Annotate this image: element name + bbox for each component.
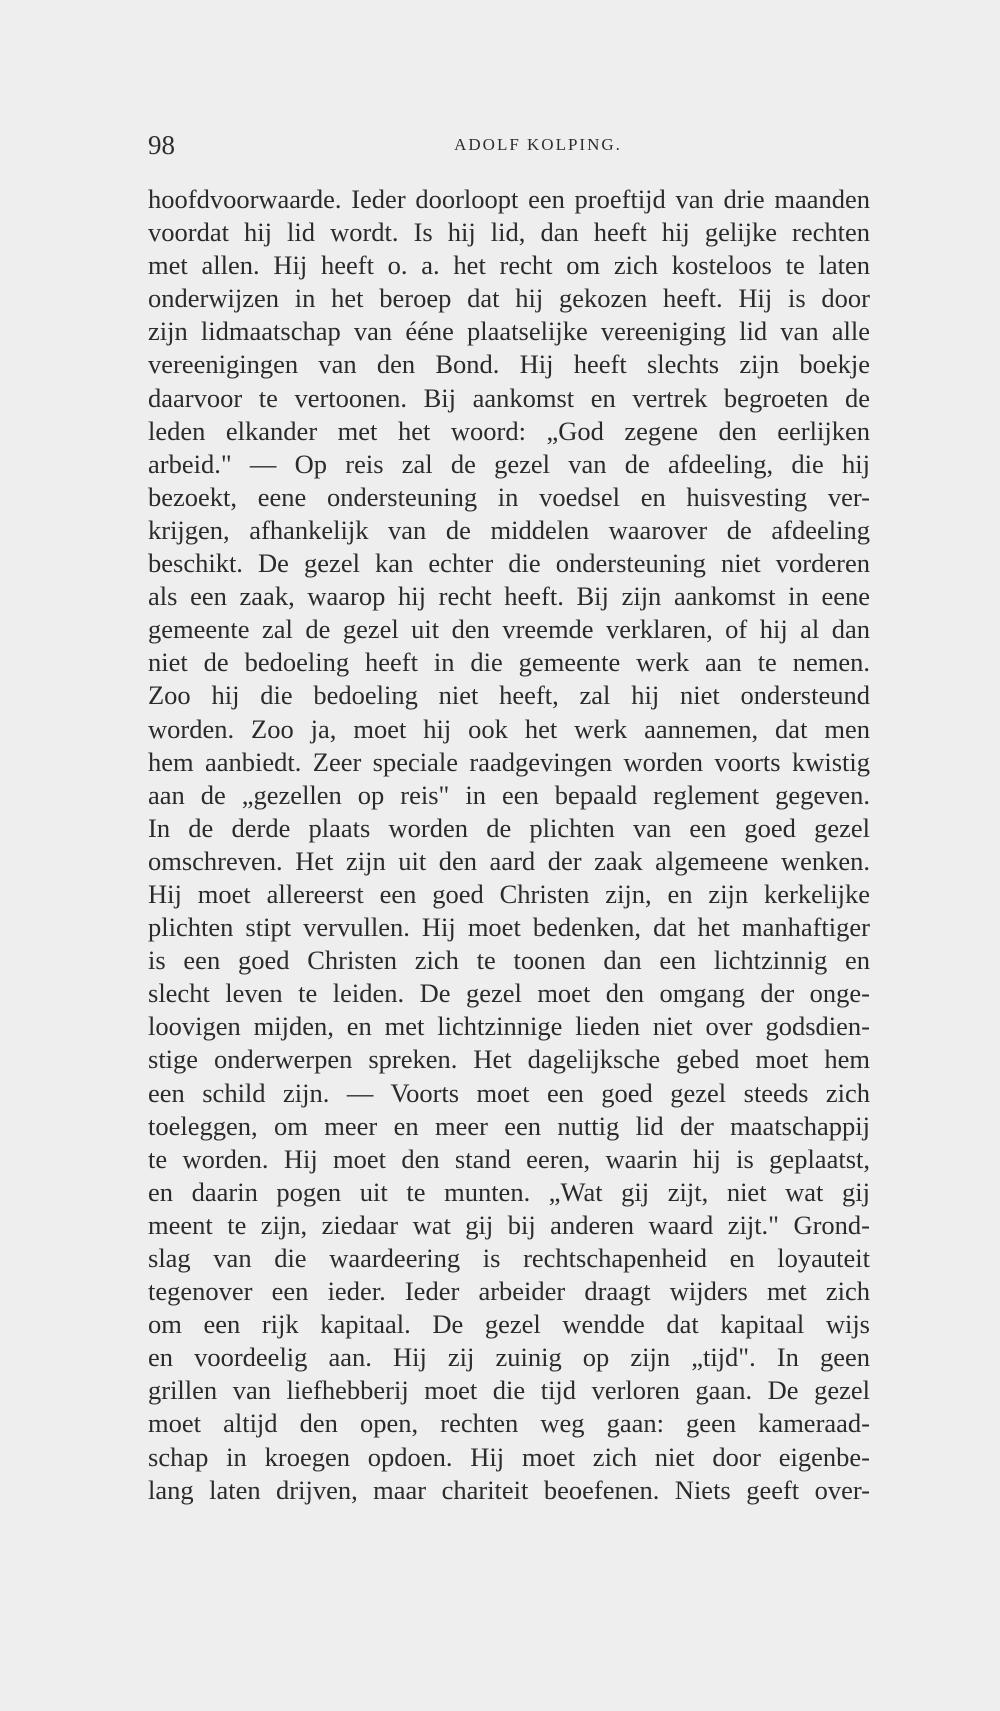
text-line: is een goed Christen zich te toonen dan een lichtzinnig en <box>148 945 870 976</box>
text-line: slecht leven te leiden. De gezel moet den omgang der onge- <box>148 978 870 1009</box>
text-line: niet de bedoeling heeft in die gemeente werk aan te nemen. <box>148 647 870 678</box>
text-line: arbeid." — Op reis zal de gezel van de afdeeling, die hij <box>148 448 870 479</box>
running-head <box>148 128 870 162</box>
text-line: loovigen mijden, en met lichtzinnige lieden niet over godsdien- <box>148 1011 870 1042</box>
text-line: aan de „gezellen op reis" in een bepaald reglement gegeven. <box>148 779 870 810</box>
text-line: leden elkander met het woord: „God zegene den eerlijken <box>148 415 870 446</box>
text-line: toeleggen, om meer en meer een nuttig lid der maatschappij <box>148 1110 870 1141</box>
text-line: vereenigingen van den Bond. Hij heeft slechts zijn boekje <box>148 349 870 380</box>
text-line: als een zaak, waarop hij recht heeft. Bij zijn aankomst in eene <box>148 581 870 612</box>
text-line: te worden. Hij moet den stand eeren, waarin hij is geplaatst, <box>148 1143 870 1174</box>
text-line: krijgen, afhankelijk van de middelen waarover de afdeeling <box>148 514 870 545</box>
text-line: daarvoor te vertoonen. Bij aankomst en vertrek begroeten de <box>148 382 870 413</box>
text-line: een schild zijn. — Voorts moet een goed gezel steeds zich <box>148 1077 870 1108</box>
text-line: en daarin pogen uit te munten. „Wat gij zijt, niet wat gij <box>148 1176 870 1207</box>
text-line: gemeente zal de gezel uit den vreemde verklaren, of hij al dan <box>148 614 870 645</box>
text-line: plichten stipt vervullen. Hij moet bedenken, dat het manhaftiger <box>148 912 870 943</box>
text-line: lang laten drijven, maar chariteit beoefenen. Niets geeft over- <box>148 1474 870 1505</box>
page-number: 98 <box>148 130 175 160</box>
text-line: voordat hij lid wordt. Is hij lid, dan heeft hij gelijke rechten <box>148 217 870 248</box>
text-line: zijn lidmaatschap van ééne plaatselijke vereeniging lid van alle <box>148 316 870 347</box>
text-line: bezoekt, eene ondersteuning in voedsel en huisvesting ver- <box>148 481 870 512</box>
text-line: stige onderwerpen spreken. Het dagelijksche gebed moet hem <box>148 1044 870 1075</box>
text-line: meent te zijn, ziedaar wat gij bij anderen waard zijt." Grond- <box>148 1209 870 1240</box>
text-line: onderwijzen in het beroep dat hij gekozen heeft. Hij is door <box>148 283 870 314</box>
running-title: ADOLF KOLPING. <box>454 135 622 154</box>
text-line: met allen. Hij heeft o. a. het recht om zich kosteloos te laten <box>148 250 870 281</box>
text-line: grillen van liefhebberij moet die tijd verloren gaan. De gezel <box>148 1375 870 1406</box>
body-text <box>148 183 870 1507</box>
text-line: worden. Zoo ja, moet hij ook het werk aannemen, dat men <box>148 713 870 744</box>
text-line: hem aanbiedt. Zeer speciale raadgevingen worden voorts kwistig <box>148 746 870 777</box>
text-line: Zoo hij die bedoeling niet heeft, zal hij niet ondersteund <box>148 680 870 711</box>
text-line: moet altijd den open, rechten weg gaan: geen kameraad- <box>148 1408 870 1439</box>
text-line: beschikt. De gezel kan echter die ondersteuning niet vorderen <box>148 548 870 579</box>
text-line: omschreven. Het zijn uit den aard der zaak algemeene wenken. <box>148 845 870 876</box>
text-line: hoofdvoorwaarde. Ieder doorloopt een proeftijd van drie maanden <box>148 184 870 214</box>
text-line: Hij moet allereerst een goed Christen zijn, en zijn kerkelijke <box>148 878 870 909</box>
text-line: en voordeelig aan. Hij zij zuinig op zijn „tijd". In geen <box>148 1342 870 1373</box>
text-line: schap in kroegen opdoen. Hij moet zich niet door eigenbe- <box>148 1441 870 1472</box>
text-line: om een rijk kapitaal. De gezel wendde dat kapitaal wijs <box>148 1309 870 1340</box>
text-line: tegenover een ieder. Ieder arbeider draagt wijders met zich <box>148 1276 870 1307</box>
text-line: slag van die waardeering is rechtschapenheid en loyauteit <box>148 1243 870 1273</box>
text-line: In de derde plaats worden de plichten van een goed gezel <box>148 812 870 843</box>
